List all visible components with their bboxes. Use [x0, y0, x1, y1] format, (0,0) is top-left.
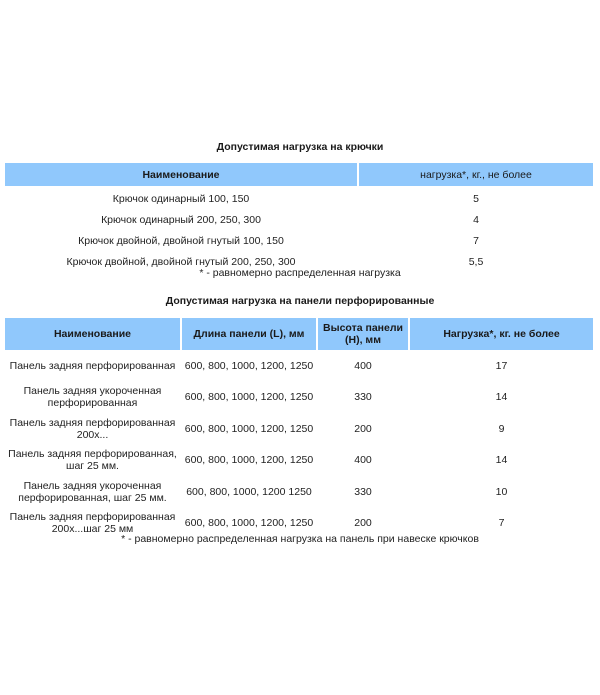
panels-table-title: Допустимая нагрузка на панели перфорированные [165, 295, 435, 307]
table-header-row [5, 163, 593, 186]
cell-name: Панель задняя перфорированная 200х...шаг 25 мм [9, 511, 176, 536]
cell-load: 5,5 [468, 255, 484, 268]
cell-name: Панель задняя перфорированная, шаг 25 мм. [8, 448, 177, 473]
header-height: Высота панели (H), мм [318, 318, 408, 350]
cell-name: Крючок одинарный 100, 150 [112, 192, 250, 205]
cell-length: 600, 800, 1000, 1200, 1250 [184, 517, 314, 530]
cell-name: Панель задняя перфорированная [9, 359, 176, 372]
header-length: Длина панели (L), мм [182, 318, 316, 350]
panels-load-table [3, 318, 595, 539]
cell-length: 600, 800, 1000, 1200, 1250 [184, 422, 314, 435]
table-row [5, 209, 593, 230]
cell-height: 330 [354, 391, 372, 404]
cell-name: Панель задняя перфорированная 200х... [9, 416, 176, 441]
cell-load: 17 [495, 359, 508, 372]
header-name: Наименование [5, 163, 357, 186]
cell-height: 200 [354, 517, 372, 530]
hooks-load-table [3, 163, 595, 272]
cell-length: 600, 800, 1000, 1200 1250 [186, 485, 312, 498]
header-load: Нагрузка*, кг. не более [410, 318, 593, 350]
cell-height: 400 [354, 359, 372, 372]
panels-table-footnote: * - равномерно распределенная нагрузка на панель при навеске крючков [121, 533, 479, 545]
cell-load: 7 [498, 517, 505, 530]
cell-load: 9 [498, 422, 505, 435]
cell-name: Панель задняя укороченная перфорированная [23, 385, 162, 410]
cell-load: 4 [473, 213, 479, 226]
table-row [5, 413, 593, 445]
cell-name: Крючок двойной, двойной гнутый 200, 250, 300 [66, 255, 296, 268]
table-row [5, 476, 593, 508]
table-row [5, 350, 593, 382]
header-name: Наименование [5, 318, 180, 350]
table-header-row [5, 318, 593, 350]
table-row [5, 186, 593, 209]
cell-load: 14 [495, 391, 508, 404]
cell-load: 14 [495, 454, 508, 467]
cell-height: 200 [354, 422, 372, 435]
hooks-table-footnote: * - равномерно распределенная нагрузка [199, 267, 401, 279]
cell-load: 5 [473, 192, 479, 205]
hooks-table-title: Допустимая нагрузка на крючки [216, 141, 384, 153]
cell-length: 600, 800, 1000, 1200, 1250 [184, 454, 314, 467]
cell-length: 600, 800, 1000, 1200, 1250 [184, 391, 314, 404]
cell-name: Крючок двойной, двойной гнутый 100, 150 [78, 234, 284, 247]
header-load: нагрузка*, кг., не более [359, 163, 593, 186]
cell-name: Панель задняя укороченная перфорированная, шаг 25 мм. [18, 479, 167, 504]
cell-name: Крючок одинарный 200, 250, 300 [101, 213, 261, 226]
table-row [5, 445, 593, 477]
cell-load: 10 [495, 485, 508, 498]
cell-height: 330 [354, 485, 372, 498]
table-row [5, 382, 593, 414]
cell-length: 600, 800, 1000, 1200, 1250 [184, 359, 314, 372]
table-row [5, 230, 593, 251]
cell-load: 7 [473, 234, 479, 247]
cell-height: 400 [354, 454, 372, 467]
